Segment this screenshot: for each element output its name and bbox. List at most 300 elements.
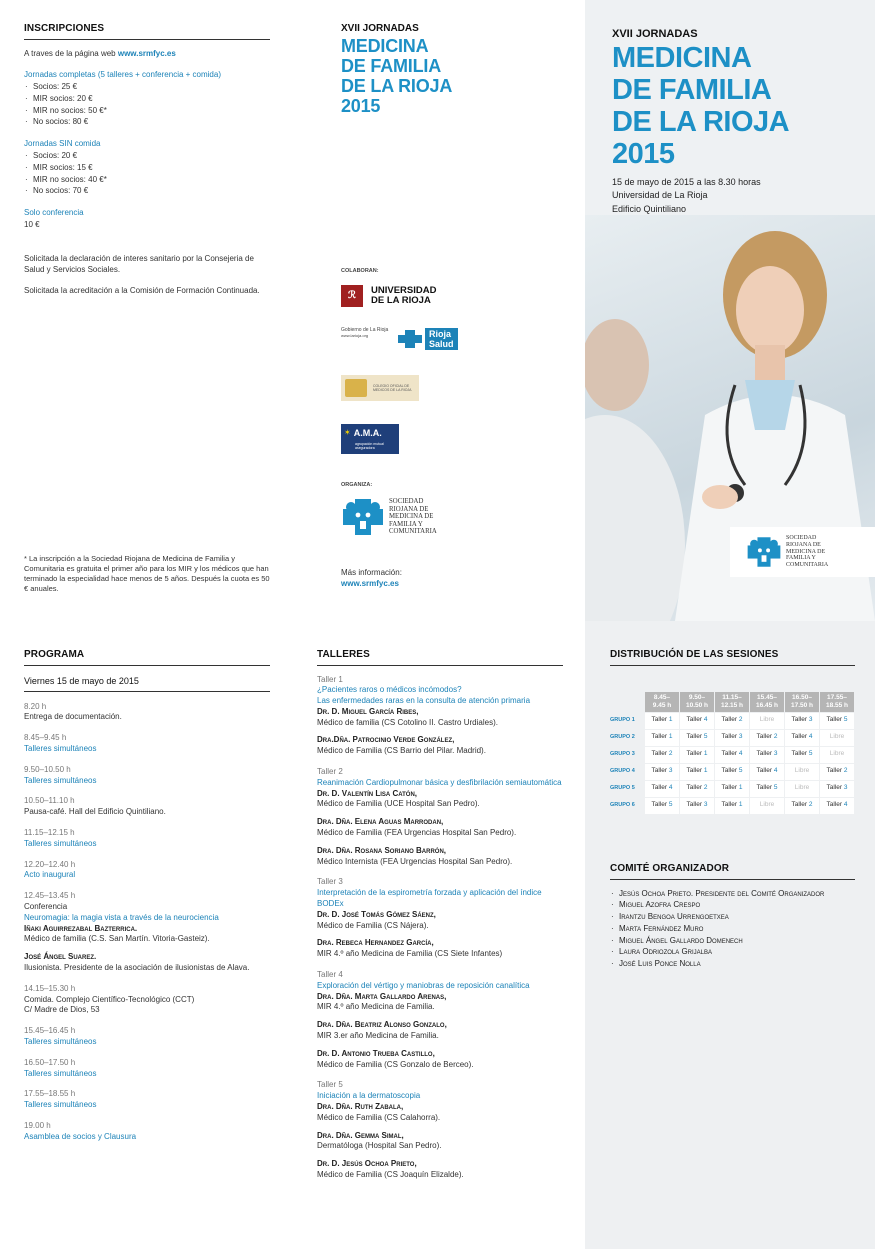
taller-speaker: Dra. Dña. Ruth Zabala, [317, 1102, 404, 1111]
dist-group-label: GRUPO 6 [610, 801, 635, 808]
dist-col-line: 18.55 h [825, 701, 849, 709]
dist-taller-number: 2 [773, 733, 778, 741]
mas-info-link[interactable]: www.srmfyc.es [341, 578, 399, 588]
dist-taller-number: 1 [668, 733, 673, 741]
dist-cell [680, 730, 714, 746]
dist-cell [750, 764, 784, 780]
dist-taller-word: Taller [756, 784, 773, 792]
dist-taller-word: Taller [651, 784, 668, 792]
taller-speaker: Dr. D. Jesús Ochoa Prieto, [317, 1159, 417, 1169]
colegio-emblem-icon [345, 379, 367, 397]
spacer [317, 810, 563, 817]
programa-header: PROGRAMA [24, 648, 270, 666]
back-title-line: DE FAMILIA [341, 55, 441, 76]
dist-cell [715, 781, 749, 797]
spacer [317, 839, 563, 846]
talleres-header: TALLERES [317, 648, 563, 666]
dist-col-line: 16.50– [792, 694, 812, 702]
cover-title-line: DE LA RIOJA [612, 105, 790, 138]
spacer [24, 1016, 270, 1026]
programa-time: 8.20 h [24, 701, 47, 711]
taller-block [317, 970, 563, 1080]
back-title-line: DE LA RIOJA [341, 75, 453, 96]
spacer [24, 818, 270, 828]
comite-member: · Irantzu Bengoa Urrengoetxea [610, 912, 855, 923]
dist-taller-number: 4 [773, 767, 778, 775]
comite-member: · Miguel Azofra Crespo [610, 900, 855, 911]
distribucion-header: DISTRIBUCIÓN DE LAS SESIONES [610, 648, 855, 666]
taller-speaker: Dr. D. Valentín Lisa Catón, [317, 788, 417, 798]
spacer [317, 960, 563, 970]
dist-taller-number: 2 [703, 784, 708, 792]
comite-list [610, 889, 855, 971]
dist-cell [645, 713, 679, 729]
dist-row [610, 730, 854, 746]
programa-time: 8.45–9.45 h [24, 733, 67, 743]
comida-line: C/ Madre de Dios, 53 [24, 1005, 100, 1015]
acreditacion-note: Solicitada la acreditación a la Comisión de Formación Continuada. [24, 286, 260, 296]
dist-cell [645, 764, 679, 780]
distribucion-panel [610, 648, 855, 815]
dist-taller-number: 1 [703, 750, 708, 758]
dist-column-header [820, 692, 854, 712]
dist-taller-word: Taller [721, 784, 738, 792]
distribucion-table [609, 691, 855, 815]
dist-cell [645, 730, 679, 746]
sin-comida-list [24, 151, 270, 197]
dist-taller-word: Taller [651, 733, 668, 741]
dist-cell-libre: Libre [820, 747, 854, 763]
taller-title: ¿Pacientes raros o médicos incómodos? [317, 685, 462, 695]
taller-speaker: Dr. D. Miguel García Ribes, [317, 706, 419, 716]
dist-row [610, 798, 854, 814]
spacer [24, 1079, 270, 1089]
dist-taller-number: 3 [808, 716, 813, 724]
dist-taller-number: 1 [738, 801, 743, 809]
programa-item [24, 1111, 270, 1143]
dist-col-line: 9.45 h [652, 701, 672, 709]
spacer [317, 1070, 563, 1080]
spacer [317, 1042, 563, 1049]
dist-taller-word: Taller [651, 801, 668, 809]
dist-taller-number: 5 [703, 733, 708, 741]
comite-member: · José Luis Ponce Nolla [610, 959, 855, 970]
dist-taller-word: Taller [651, 716, 668, 724]
dist-cell [680, 713, 714, 729]
talleres-panel [317, 648, 563, 1191]
dist-col-line: 12.15 h [720, 701, 744, 709]
price-item: · Socios: 25 € [24, 82, 270, 93]
dist-taller-number: 3 [668, 767, 673, 775]
dist-body [610, 713, 854, 814]
dist-taller-word: Taller [826, 784, 843, 792]
programa-item [24, 1016, 270, 1048]
dist-header-row [610, 692, 854, 712]
taller-speaker-role: MIR 4.º año Medicina de Familia (CS Siete Infantes) [317, 949, 503, 959]
dist-taller-word: Taller [756, 733, 773, 741]
programa-items [24, 702, 270, 892]
programa-time: 12.20–12.40 h [24, 859, 76, 869]
rioja-salud-logo [395, 328, 458, 350]
dist-taller-number: 2 [843, 767, 848, 775]
taller-speaker-role: Dermatóloga (Hospital San Pedro). [317, 1141, 442, 1151]
programa-item [24, 765, 270, 797]
dist-col-line: 16.45 h [755, 701, 779, 709]
spacer [317, 867, 563, 877]
dist-group-label: GRUPO 2 [610, 733, 635, 740]
programa-time: 17.55–18.55 h [24, 1089, 76, 1099]
spacer [24, 850, 270, 860]
price-item: · MIR no socios: 40 €* [24, 175, 270, 186]
taller-label: Taller 1 [317, 674, 343, 684]
ama-text: A.M.A. [353, 428, 382, 438]
dist-group-label: GRUPO 5 [610, 784, 635, 791]
footnote: * La inscripción a la Sociedad Riojana de Medicina de Familia y Comunitaria es gratuita el primer año para los MIR y los médicos que han terminado la especialidad hace menos de 5 años. Después la cuota es 50 € anuales. [24, 554, 270, 594]
mas-info [341, 568, 402, 590]
ama-logo [341, 424, 399, 454]
programa-time: 11.15–12.15 h [24, 828, 75, 838]
web-link[interactable]: www.srmfyc.es [117, 48, 176, 58]
taller-label: Taller 5 [317, 1080, 343, 1090]
cover-date: 15 de mayo de 2015 a las 8.30 horas [612, 176, 761, 187]
taller-speaker: Dra. Rebeca Hernandez García, [317, 938, 434, 948]
dist-cell [680, 764, 714, 780]
price-item: · MIR socios: 15 € [24, 163, 270, 174]
dist-cell [715, 730, 749, 746]
dist-cell [680, 781, 714, 797]
taller-block [317, 767, 563, 877]
srmfyc-line: FAMILIA Y [389, 520, 423, 528]
badge-line: SOCIEDAD [786, 535, 817, 541]
dist-group-label: GRUPO 3 [610, 750, 635, 757]
dist-taller-word: Taller [826, 767, 843, 775]
universidad-logo [341, 285, 436, 307]
mas-info-label: Más información: [341, 568, 402, 577]
taller-speaker-role: Médico de Familia (FEA Urgencias Hospital San Pedro). [317, 828, 517, 838]
taller-title: Exploración del vértigo y maniobras de reposición canalítica [317, 980, 530, 990]
programa-activity: Acto inaugural [24, 870, 76, 880]
badge-line: RIOJANA DE [786, 541, 821, 548]
organiza-label: ORGANIZA: [341, 482, 373, 488]
dist-taller-number: 4 [843, 801, 848, 809]
web-line [24, 49, 270, 60]
taller-speaker-role: MIR 4.º año Medicina de Familia. [317, 1002, 435, 1012]
taller-speaker: Dr. D. Antonio Trueba Castillo, [317, 1048, 435, 1058]
dist-taller-number: 1 [738, 784, 743, 792]
taller-speaker-role: Médico de Familia (CS Gonzalo de Berceo). [317, 1059, 474, 1069]
dist-taller-number: 5 [668, 801, 673, 809]
taller-title: Interpretación de la espirometría forzada y aplicación del índice BODEx [317, 888, 542, 909]
dist-col-line: 17.55– [827, 694, 847, 702]
price-item: · No socios: 70 € [24, 186, 270, 197]
dist-taller-word: Taller [756, 767, 773, 775]
programa-line: Entrega de documentación. [24, 712, 122, 722]
gobierno-text: Gobierno de La Rioja [341, 327, 389, 333]
spacer [24, 1048, 270, 1058]
dist-column-header [750, 692, 784, 712]
programa-activity: Asamblea de socios y Clausura [24, 1131, 137, 1141]
conf-speaker-role: Médico de familia (C.S. San Martín. Vitoria-Gasteiz). [24, 934, 210, 944]
dist-cell [680, 747, 714, 763]
inscripciones-panel [24, 22, 270, 298]
dist-column-header [785, 692, 819, 712]
programa-day: Viernes 15 de mayo de 2015 [24, 675, 270, 692]
badge-line: FAMILIA Y [786, 555, 816, 562]
programa-line: Pausa-café. Hall del Edificio Quintiliano. [24, 807, 166, 817]
cover-title-block [612, 27, 789, 230]
dist-col-line: 10.50 h [685, 701, 709, 709]
taller-label: Taller 4 [317, 970, 343, 980]
cover-panel [585, 0, 875, 621]
taller-speaker-role: Médico Internista (FEA Urgencias Hospital San Pedro). [317, 856, 513, 866]
solo-price: 10 € [24, 220, 40, 230]
cover-venue: Universidad de La Rioja [612, 190, 708, 201]
dist-cell-libre: Libre [750, 713, 784, 729]
rioja-salud-cross-icon [395, 328, 425, 350]
dist-taller-word: Taller [686, 733, 703, 741]
spacer [24, 786, 270, 796]
programa-item [24, 1048, 270, 1080]
dist-taller-word: Taller [651, 750, 668, 758]
dist-cell [715, 798, 749, 814]
dist-taller-number: 4 [738, 750, 743, 758]
programa-activity: Talleres simultáneos [24, 1068, 97, 1078]
spacer [317, 728, 563, 735]
comida-line: Comida. Complejo Científico-Tecnológico (CCT) [24, 994, 195, 1004]
dist-cell [785, 713, 819, 729]
completas-title: Jornadas completas (5 talleres + conferencia + comida) [24, 70, 221, 80]
dist-cell [645, 781, 679, 797]
dist-row [610, 781, 854, 797]
taller-speaker: Dra. Dña. Gemma Simal, [317, 1130, 404, 1140]
programa-item [24, 1079, 270, 1111]
taller-block [317, 675, 563, 768]
cover-title-line: DE FAMILIA [612, 73, 772, 106]
dist-taller-word: Taller [791, 801, 808, 809]
programa-item [24, 860, 270, 892]
conf-title: Neuromagia: la magia vista a través de la neurociencia [24, 912, 219, 922]
price-item: · No socios: 80 € [24, 117, 270, 128]
back-title-line: 2015 [341, 95, 381, 116]
badge-line: COMUNITARIA [786, 562, 829, 569]
dist-cell [750, 781, 784, 797]
spacer [317, 1124, 563, 1131]
colegio-logo [341, 375, 419, 401]
dist-taller-word: Taller [686, 750, 703, 758]
cover-title-line: MEDICINA [612, 41, 752, 74]
programa-item [24, 828, 270, 860]
taller-speaker-role: Médico de Familia (CS Nájera). [317, 920, 429, 930]
spacer [317, 931, 563, 938]
taller-speaker: Dra.Dña. Patrocinio Verde González, [317, 735, 455, 745]
dist-cell [820, 781, 854, 797]
universidad-line: DE LA RIOJA [371, 295, 431, 306]
comite-member: · Jesús Ochoa Prieto. Presidente del Comité Organizador [610, 889, 855, 900]
dist-cell [785, 747, 819, 763]
dist-column-header [680, 692, 714, 712]
declaracion-note: Solicitada la declaración de interes sanitario por la Consejeria de Salud y Servicios Sociales. [24, 253, 254, 274]
dist-cell [750, 730, 784, 746]
conferencia-block [24, 891, 270, 974]
dist-row [610, 764, 854, 780]
spacer [317, 1013, 563, 1020]
gobierno-logo [341, 327, 388, 339]
comite-member: · Laura Odriozola Grijalba [610, 947, 855, 958]
dist-taller-number: 1 [703, 767, 708, 775]
conf-speaker: José Ángel Suarez. [24, 952, 97, 962]
srmfyc-line: MEDICINA DE [389, 513, 434, 521]
spacer [317, 757, 563, 767]
spacer [317, 1152, 563, 1159]
cover-title [612, 42, 789, 170]
colegio-text: COLEGIO OFICIAL DE MEDICOS DE LA RIOJA [373, 384, 412, 392]
price-item: · MIR no socios: 50 €* [24, 106, 270, 117]
programa-time: 16.50–17.50 h [24, 1057, 76, 1067]
dist-taller-number: 1 [668, 716, 673, 724]
talleres-list [317, 675, 563, 1191]
web-prefix: A traves de la página web [24, 48, 118, 58]
taller-label: Taller 2 [317, 767, 343, 777]
back-title-line: MEDICINA [341, 35, 429, 56]
dist-cell [750, 747, 784, 763]
dist-column-header [715, 692, 749, 712]
dist-taller-number: 2 [808, 801, 813, 809]
comite-panel [610, 862, 855, 971]
spacer [24, 723, 270, 733]
dist-taller-word: Taller [686, 801, 703, 809]
dist-taller-word: Taller [791, 716, 808, 724]
dist-cell [785, 798, 819, 814]
srmfyc-line: RIOJANA DE [389, 505, 429, 513]
dist-taller-number: 4 [668, 784, 673, 792]
cover-kicker: XVII JORNADAS [612, 28, 698, 40]
rioja-salud-text: Rioja [429, 329, 452, 339]
dist-row [610, 747, 854, 763]
colaboran-label: COLABORAN: [341, 268, 379, 274]
dist-taller-number: 2 [668, 750, 673, 758]
dist-cell-libre: Libre [820, 730, 854, 746]
dist-cell [680, 798, 714, 814]
dist-taller-number: 3 [773, 750, 778, 758]
comite-member: · Miguel Ángel Gallardo Domenech [610, 936, 855, 947]
badge-line: MEDICINA DE [786, 548, 826, 555]
conf-time: 12.45–13.45 h [24, 891, 76, 901]
sin-comida-title: Jornadas SIN comida [24, 139, 101, 149]
dist-taller-word: Taller [721, 767, 738, 775]
price-item: · MIR socios: 20 € [24, 94, 270, 105]
dist-cell [715, 747, 749, 763]
programa-activity: Talleres simultáneos [24, 838, 97, 848]
dist-taller-word: Taller [651, 767, 668, 775]
dist-cell [645, 747, 679, 763]
programa-item [24, 796, 270, 828]
taller-block [317, 877, 563, 970]
srmfyc-emblem-icon [341, 497, 385, 537]
srmfyc-line: COMUNITARIA [389, 528, 437, 536]
comite-header: COMITÉ ORGANIZADOR [610, 862, 855, 880]
conf-label: Conferencia [24, 902, 68, 911]
programa-activity: Talleres simultáneos [24, 1036, 97, 1046]
spacer [24, 755, 270, 765]
programa-activity: Talleres simultáneos [24, 1100, 97, 1110]
programa-time: 15.45–16.45 h [24, 1026, 76, 1036]
dist-taller-word: Taller [721, 801, 738, 809]
programa-activity: Talleres simultáneos [24, 775, 97, 785]
cover-building: Edificio Quintiliano [612, 203, 687, 214]
srmfyc-logo [341, 497, 437, 537]
gobierno-url: www.larioja.org [341, 333, 369, 338]
dist-col-line: 8.45– [653, 694, 671, 702]
dist-taller-word: Taller [686, 767, 703, 775]
dist-taller-word: Taller [826, 801, 843, 809]
dist-taller-word: Taller [686, 784, 703, 792]
dist-col-line: 17.50 h [790, 701, 814, 709]
taller-speaker-role: Médico de Familia (UCE Hospital San Pedro). [317, 799, 480, 809]
taller-speaker: Dra. Dña. Rosana Soriano Barrón, [317, 845, 447, 855]
dist-taller-word: Taller [791, 733, 808, 741]
dist-corner [610, 692, 644, 712]
dist-cell [785, 730, 819, 746]
dist-taller-number: 5 [843, 716, 848, 724]
comida-block [24, 984, 270, 1016]
dist-taller-word: Taller [721, 716, 738, 724]
dist-cell [715, 713, 749, 729]
cover-badge [730, 527, 875, 577]
dist-col-line: 9.50– [688, 694, 706, 702]
universidad-emblem-icon: ℛ [341, 285, 363, 307]
dist-group-label: GRUPO 4 [610, 767, 635, 774]
solo-title: Solo conferencia [24, 208, 84, 218]
programa-later [24, 1016, 270, 1142]
dist-taller-number: 4 [808, 733, 813, 741]
srmfyc-line: SOCIEDAD [389, 498, 424, 506]
taller-speaker: Dra. Dña. Elena Aguas Marrodan, [317, 817, 444, 827]
conf-speaker-role: Ilusionista. Presidente de la asociación de ilusionistas de Alava. [24, 962, 250, 972]
dist-taller-word: Taller [686, 716, 703, 724]
programa-time: 10.50–11.10 h [24, 796, 75, 806]
spacer [24, 881, 270, 891]
dist-taller-number: 3 [703, 801, 708, 809]
dist-col-line: 11.15– [722, 694, 742, 702]
rioja-salud-text: Salud [429, 339, 454, 349]
dist-cell [820, 713, 854, 729]
comite-member: · Marta Fernández Muro [610, 924, 855, 935]
dist-taller-word: Taller [721, 750, 738, 758]
dist-taller-word: Taller [826, 716, 843, 724]
dist-cell-libre: Libre [750, 798, 784, 814]
taller-speaker: Dra. Dña. Marta Gallardo Arenas, [317, 991, 447, 1001]
dist-group-label: GRUPO 1 [610, 716, 635, 723]
taller-speaker-role: Médico de Familia (CS Calahorra). [317, 1112, 441, 1122]
taller-speaker: Dr. D. José Tomás Gómez Sáenz, [317, 909, 436, 919]
ama-stars-icon: ✶ [344, 427, 351, 437]
taller-title: Iniciación a la dermatoscopia [317, 1091, 421, 1101]
dist-cell-libre: Libre [785, 764, 819, 780]
dist-cell [715, 764, 749, 780]
dist-taller-number: 3 [738, 733, 743, 741]
taller-speaker-role: Médico de familia (CS Cotolino II. Castro Urdiales). [317, 717, 498, 727]
programa-time: 19.00 h [24, 1120, 51, 1130]
programa-time: 9.50–10.50 h [24, 764, 71, 774]
price-item: · Socios: 20 € [24, 151, 270, 162]
dist-cell [645, 798, 679, 814]
spacer [317, 1181, 563, 1191]
universidad-line: UNIVERSIDAD [371, 285, 437, 296]
completas-list [24, 82, 270, 128]
dist-taller-word: Taller [791, 750, 808, 758]
programa-item [24, 702, 270, 734]
dist-taller-number: 4 [703, 716, 708, 724]
